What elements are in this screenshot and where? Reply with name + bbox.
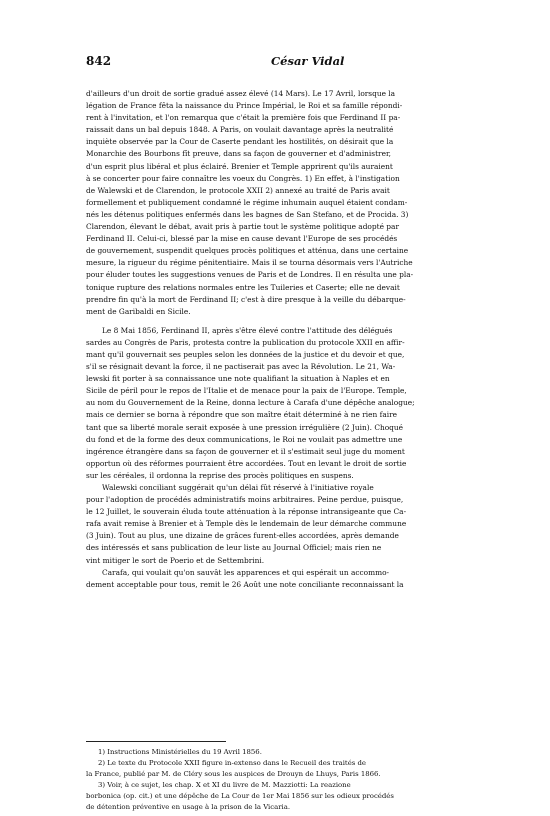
- text-line: des intéressés et sans publication de leur liste au Journal Officiel; mais rien ne: [86, 543, 382, 553]
- footnote-divider: [86, 741, 226, 742]
- text-line: Walewski conciliant suggérait qu'un délai fût réservé à l'initiative royale: [102, 483, 374, 492]
- text-line: tant que sa liberté morale serait exposée à une pression irrégulière (2 Juin). Choqué: [86, 422, 404, 432]
- page-number: 842: [86, 54, 112, 68]
- text-line: raissait dans un bal depuis 1848. A Paris, on voulait davantage après la neutralité: [86, 125, 394, 135]
- text-line: de gouvernement, suspendit quelques procès politiques et atténua, dans une certaine: [86, 246, 409, 256]
- footnote-3: 3) Voir, à ce sujet, les chap. X et XI du livre de M. Mazziotti: La reazione: [98, 781, 351, 789]
- text-line: d'un esprit plus libéral et plus éclairé. Brenier et Temple apprirent qu'ils auraient: [86, 161, 393, 171]
- page-header: [86, 54, 473, 70]
- text-line: pour l'adoption de procédés administratifs moins arbitraires. Peine perdue, puisque,: [86, 495, 404, 505]
- footnote-3-cont: borbonica (op. cit.) et une dépêche de La Cour de 1er Mai 1856 sur les odieux procédés: [86, 792, 394, 800]
- paragraph-2: [86, 325, 473, 482]
- text-line: tonique rupture des relations normales entre les Tuileries et Caserte; elle ne devait: [86, 282, 400, 292]
- text-line: Carafa, qui voulait qu'on sauvât les apparences et qui espérait un accommo-: [102, 567, 390, 577]
- footnote-3-cont: de détention préventive en usage à la prison de la Vicaria.: [86, 803, 291, 811]
- footnote-2: 2) Le texte du Protocole XXII figure in-extenso dans le Recueil des traités de: [98, 759, 366, 767]
- text-line: Le 8 Mai 1856, Ferdinand II, après s'être élevé contre l'attitude des délégués: [102, 325, 393, 335]
- text-line: Sicile de péril pour le repos de l'Italie et de menace pour la paix de l'Europe. Temple,: [86, 386, 407, 396]
- paragraph-3: [86, 482, 473, 567]
- text-line: inquiète observée par la Cour de Caserte pendant les hostilités, on désirait que la: [86, 137, 394, 147]
- text-line: le 12 Juillet, le souverain éluda toute atténuation à la réponse intransigeante que Ca-: [86, 507, 407, 517]
- text-line: ingérence étrangère dans sa façon de gouverner et il s'estimait seul juge du moment: [86, 446, 405, 456]
- text-line: sur les céréales, il ordonna la reprise des procès politiques en suspens.: [86, 470, 354, 480]
- footnote-1: 1) Instructions Ministérielles du 19 Avril 1856.: [98, 748, 262, 756]
- text-line: au nom du Gouvernement de la Reine, donna lecture à Carafa d'une dépêche analogue;: [86, 398, 415, 408]
- text-line: rent à l'invitation, et l'on remarqua que c'était la première fois que Ferdinand II pa-: [86, 113, 401, 123]
- text-line: sardes au Congrès de Paris, protesta contre la publication du protocole XXII en affir-: [86, 337, 405, 347]
- text-line: mesure, la rigueur du régime pénitentiaire. Mais il se tourna désormais vers l'Autriche: [86, 258, 413, 268]
- text-line: vint mitiger le sort de Poerio et de Settembrini.: [86, 555, 265, 565]
- footnotes: [86, 747, 473, 813]
- text-line: mais ce dernier se borna à répondre que son maître était déterminé à ne rien faire: [86, 410, 398, 420]
- text-line: s'il se résignait devant la force, il ne pactiserait pas avec la Révolution. Le 21, Wa-: [86, 362, 396, 372]
- text-line: mant qu'il gouvernait ses peuples selon les données de la justice et du devoir et que,: [86, 349, 405, 359]
- text-line: de Walewski et de Clarendon, le protocole XXII 2) annexé au traité de Paris avait: [86, 185, 390, 195]
- text-line: lewski fit porter à sa connaissance une note qualifiant la situation à Naples et en: [86, 374, 390, 384]
- text-line: du fond et de la forme des deux communications, le Roi ne voulait pas admettre une: [86, 434, 403, 444]
- paragraph-4: [86, 567, 473, 591]
- text-line: Monarchie des Bourbons fît preuve, dans sa façon de gouverner et d'administrer,: [86, 149, 392, 159]
- text-line: Ferdinand II. Celui-ci, blessé par la mise en cause devant l'Europe de ses procédés: [86, 234, 398, 244]
- text-line: légation de France fêta la naissance du Prince Impérial, le Roi et sa famille répondi-: [86, 101, 403, 111]
- footnote-2-cont: la France, publié par M. de Cléry sous les auspices de Drouyn de Lhuys, Paris 1866.: [86, 770, 381, 778]
- body-text: [86, 88, 473, 591]
- text-line: prendre fin qu'à la mort de Ferdinand II; c'est à dire presque à la veille du débarque-: [86, 294, 406, 304]
- text-line: Clarendon, élevant le débat, avait pris à partie tout le système politique adopté par: [86, 222, 399, 232]
- text-line: nés les détenus politiques enfermés dans les bagnes de San Stefano, et de Procida. 3): [86, 209, 409, 219]
- running-title: César Vidal: [271, 54, 345, 68]
- text-line: d'ailleurs d'un droit de sortie gradué assez élevé (14 Mars). Le 17 Avril, lorsque la: [86, 89, 396, 98]
- text-line: ment de Garibaldi en Sicile.: [86, 306, 191, 316]
- text-line: dement acceptable pour tous, remit le 26 Août une note conciliante reconnaissant la: [86, 579, 404, 589]
- text-line: rafa avait remise à Brenier et à Temple dès le lendemain de leur démarche commune: [86, 519, 407, 529]
- text-line: formellement et publiquement condamné le régime inhumain auquel étaient condam-: [86, 197, 408, 207]
- text-line: opportun où des réformes pourraient être accordées. Tout en levant le droit de sortie: [86, 458, 407, 468]
- text-line: pour éluder toutes les suggestions venues de Paris et de Londres. Il en résulta une pla-: [86, 270, 414, 280]
- paragraph-1: [86, 88, 473, 318]
- text-line: (3 Juin). Tout au plus, une dizaine de grâces furent-elles accordées, après demande: [86, 531, 399, 541]
- text-line: à se concerter pour faire connaître les voeux du Congrès. 1) En effet, à l'instigation: [86, 173, 400, 183]
